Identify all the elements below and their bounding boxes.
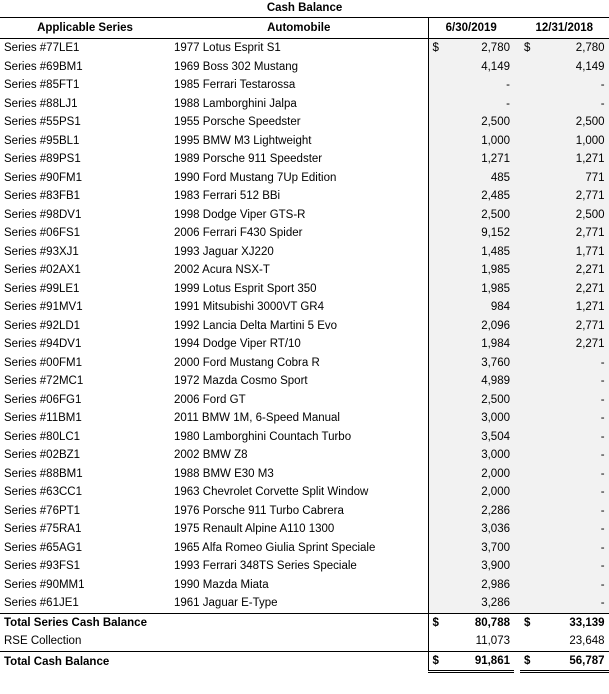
table-row bbox=[0, 113, 609, 132]
value-cell-1: 1,271 bbox=[442, 150, 514, 169]
value-cell-1: 2,780 bbox=[442, 39, 514, 58]
series-cell: Series #69BM1 bbox=[4, 60, 83, 73]
table-row bbox=[0, 317, 609, 336]
value-cell-1: 1,985 bbox=[442, 280, 514, 299]
currency-cell-1 bbox=[428, 576, 442, 595]
value-cell-1: 2,485 bbox=[442, 187, 514, 206]
currency-cell-1 bbox=[428, 261, 442, 280]
currency-cell-1 bbox=[428, 187, 442, 206]
header-automobile: Automobile bbox=[170, 18, 428, 39]
automobile-cell: 1976 Porsche 911 Turbo Cabrera bbox=[174, 504, 344, 517]
table-row bbox=[0, 520, 609, 539]
value-cell-1: 4,149 bbox=[442, 58, 514, 77]
value-cell-1: 3,504 bbox=[442, 428, 514, 447]
value-cell-2: 4,149 bbox=[534, 58, 609, 77]
value-cell-1: 3,000 bbox=[442, 446, 514, 465]
currency-cell-2 bbox=[520, 576, 534, 595]
value-cell-1: 9,152 bbox=[442, 224, 514, 243]
automobile-cell: 1999 Lotus Esprit Sport 350 bbox=[174, 282, 317, 295]
value-cell-2: - bbox=[534, 520, 609, 539]
currency-cell-2 bbox=[520, 335, 534, 354]
series-cell: Series #88BM1 bbox=[4, 467, 83, 480]
series-cell: Series #90MM1 bbox=[4, 578, 85, 591]
value-cell-1: 2,986 bbox=[442, 576, 514, 595]
value-cell-2: - bbox=[534, 576, 609, 595]
value-cell-1: 3,036 bbox=[442, 520, 514, 539]
currency-cell-1 bbox=[428, 298, 442, 317]
currency-cell-2 bbox=[520, 76, 534, 95]
value-cell-2: 2,500 bbox=[534, 206, 609, 225]
value-cell-1: 3,000 bbox=[442, 409, 514, 428]
automobile-cell: 1990 Ford Mustang 7Up Edition bbox=[174, 171, 337, 184]
currency-cell-1 bbox=[428, 539, 442, 558]
table-row bbox=[0, 58, 609, 77]
currency-cell-1 bbox=[428, 58, 442, 77]
series-cell: Series #99LE1 bbox=[4, 282, 80, 295]
automobile-cell: 1963 Chevrolet Corvette Split Window bbox=[174, 486, 369, 499]
header-date-2: 12/31/2018 bbox=[520, 18, 609, 39]
table-row bbox=[0, 261, 609, 280]
series-cell: Series #92LD1 bbox=[4, 319, 81, 332]
automobile-cell: 1955 Porsche Speedster bbox=[174, 116, 301, 129]
automobile-cell: 1965 Alfa Romeo Giulia Sprint Speciale bbox=[174, 541, 376, 554]
currency-cell-1 bbox=[428, 243, 442, 262]
currency-cell-2 bbox=[520, 243, 534, 262]
value-cell-2: - bbox=[534, 372, 609, 391]
value-cell-1: 2,500 bbox=[442, 206, 514, 225]
currency-cell-2 bbox=[520, 113, 534, 132]
currency-cell-2 bbox=[520, 206, 534, 225]
currency-cell-1 bbox=[428, 520, 442, 539]
table-row bbox=[0, 354, 609, 373]
value-cell-2: - bbox=[534, 539, 609, 558]
value-cell-2: - bbox=[534, 446, 609, 465]
currency-cell-1 bbox=[428, 465, 442, 484]
series-cell: Series #55PS1 bbox=[4, 116, 81, 129]
currency-cell-1 bbox=[428, 317, 442, 336]
series-cell: Series #94DV1 bbox=[4, 338, 82, 351]
value-cell-1: 4,989 bbox=[442, 372, 514, 391]
value-cell-2: 2,771 bbox=[534, 317, 609, 336]
automobile-cell: 1983 Ferrari 512 BBi bbox=[174, 190, 281, 203]
value-cell-2: 1,000 bbox=[534, 132, 609, 151]
header-applicable-series: Applicable Series bbox=[0, 18, 170, 39]
currency-cell-2 bbox=[520, 446, 534, 465]
value-cell-2: - bbox=[534, 391, 609, 410]
automobile-cell: 2006 Ford GT bbox=[174, 393, 246, 406]
value-cell-1: 2,500 bbox=[442, 391, 514, 410]
automobile-cell: 1994 Dodge Viper RT/10 bbox=[174, 338, 301, 351]
table-row bbox=[0, 372, 609, 391]
automobile-cell: 1998 Dodge Viper GTS-R bbox=[174, 208, 306, 221]
table-row bbox=[0, 169, 609, 188]
series-cell: Series #02BZ1 bbox=[4, 449, 81, 462]
series-cell: Series #89PS1 bbox=[4, 153, 81, 166]
value-cell-2: - bbox=[534, 483, 609, 502]
total-cash-value-2: 56,787 bbox=[534, 651, 609, 672]
table-row bbox=[0, 224, 609, 243]
value-cell-2: 1,271 bbox=[534, 150, 609, 169]
series-cell: Series #06FG1 bbox=[4, 393, 82, 406]
value-cell-2: 1,271 bbox=[534, 298, 609, 317]
table-row bbox=[0, 409, 609, 428]
value-cell-2: - bbox=[534, 428, 609, 447]
table-row bbox=[0, 187, 609, 206]
series-cell: Series #83FB1 bbox=[4, 190, 81, 203]
currency-cell-2 bbox=[520, 58, 534, 77]
series-cell: Series #63CC1 bbox=[4, 486, 82, 499]
currency-cell-1 bbox=[428, 224, 442, 243]
automobile-cell: 1985 Ferrari Testarossa bbox=[174, 79, 296, 92]
currency-cell-1 bbox=[428, 113, 442, 132]
currency-cell-2 bbox=[520, 372, 534, 391]
value-cell-2: 2,271 bbox=[534, 261, 609, 280]
automobile-cell: 1993 Ferrari 348TS Series Speciale bbox=[174, 560, 357, 573]
automobile-cell: 1975 Renault Alpine A110 1300 bbox=[174, 523, 335, 536]
series-cell: Series #00FM1 bbox=[4, 356, 82, 369]
series-cell: Series #91MV1 bbox=[4, 301, 83, 314]
value-cell-2: 1,771 bbox=[534, 243, 609, 262]
value-cell-2: - bbox=[534, 409, 609, 428]
table-row bbox=[0, 95, 609, 114]
value-cell-2: 771 bbox=[534, 169, 609, 188]
table-row bbox=[0, 539, 609, 558]
currency-cell-2 bbox=[520, 298, 534, 317]
series-cell: Series #90FM1 bbox=[4, 171, 82, 184]
currency-cell-2 bbox=[520, 317, 534, 336]
value-cell-1: 1,485 bbox=[442, 243, 514, 262]
table-row bbox=[0, 39, 609, 58]
value-cell-1: 2,000 bbox=[442, 483, 514, 502]
value-cell-1: - bbox=[442, 76, 514, 95]
table-body bbox=[0, 39, 609, 614]
value-cell-1: 2,000 bbox=[442, 465, 514, 484]
table-row bbox=[0, 132, 609, 151]
total-cash-currency-1: $ bbox=[428, 651, 442, 672]
currency-cell-1 bbox=[428, 446, 442, 465]
total-cash-currency-2: $ bbox=[520, 651, 534, 672]
value-cell-2: - bbox=[534, 502, 609, 521]
currency-cell-2 bbox=[520, 409, 534, 428]
series-cell: Series #80LC1 bbox=[4, 430, 81, 443]
table-row bbox=[0, 391, 609, 410]
rse-value-1: 11,073 bbox=[475, 635, 510, 648]
value-cell-1: 3,760 bbox=[442, 354, 514, 373]
table-row bbox=[0, 428, 609, 447]
value-cell-2: 2,271 bbox=[534, 335, 609, 354]
table-row bbox=[0, 483, 609, 502]
value-cell-2: - bbox=[534, 76, 609, 95]
currency-cell-2 bbox=[520, 354, 534, 373]
series-cell: Series #65AG1 bbox=[4, 541, 82, 554]
currency-cell-1 bbox=[428, 150, 442, 169]
table-row bbox=[0, 76, 609, 95]
automobile-cell: 2006 Ferrari F430 Spider bbox=[174, 227, 303, 240]
currency-cell-2 bbox=[520, 594, 534, 613]
currency-cell-2 bbox=[520, 557, 534, 576]
rse-currency-1 bbox=[428, 632, 442, 651]
value-cell-2: - bbox=[534, 354, 609, 373]
currency-cell-2 bbox=[520, 95, 534, 114]
currency-cell-1 bbox=[428, 132, 442, 151]
currency-cell-1 bbox=[428, 335, 442, 354]
automobile-cell: 1961 Jaguar E-Type bbox=[174, 597, 278, 610]
automobile-cell: 1991 Mitsubishi 3000VT GR4 bbox=[174, 301, 325, 314]
automobile-cell: 1989 Porsche 911 Speedster bbox=[174, 153, 323, 166]
currency-cell-1 bbox=[428, 372, 442, 391]
total-cash-value-1: 91,861 bbox=[442, 651, 514, 672]
value-cell-1: 984 bbox=[442, 298, 514, 317]
series-cell: Series #02AX1 bbox=[4, 264, 81, 277]
total-series-currency-1: $ bbox=[428, 613, 442, 632]
table-row bbox=[0, 446, 609, 465]
automobile-cell: 1990 Mazda Miata bbox=[174, 578, 269, 591]
currency-cell-2 bbox=[520, 539, 534, 558]
automobile-cell: 1977 Lotus Esprit S1 bbox=[174, 42, 281, 55]
series-cell: Series #61JE1 bbox=[4, 597, 79, 610]
table-row bbox=[0, 298, 609, 317]
currency-cell-1 bbox=[428, 95, 442, 114]
automobile-cell: 2011 BMW 1M, 6-Speed Manual bbox=[174, 412, 340, 425]
value-cell-2: - bbox=[534, 594, 609, 613]
currency-cell-1 bbox=[428, 557, 442, 576]
table-row bbox=[0, 576, 609, 595]
automobile-cell: 1988 BMW E30 M3 bbox=[174, 467, 274, 480]
currency-cell-2 bbox=[520, 224, 534, 243]
currency-cell-2 bbox=[520, 502, 534, 521]
value-cell-1: 2,286 bbox=[442, 502, 514, 521]
value-cell-2: - bbox=[534, 557, 609, 576]
currency-cell-2 bbox=[520, 465, 534, 484]
series-cell: Series #93FS1 bbox=[4, 560, 81, 573]
value-cell-2: 2,771 bbox=[534, 224, 609, 243]
header-date-1: 6/30/2019 bbox=[428, 18, 514, 39]
table-row bbox=[0, 243, 609, 262]
table-row bbox=[0, 557, 609, 576]
value-cell-2: 2,271 bbox=[534, 280, 609, 299]
series-cell: Series #85FT1 bbox=[4, 79, 80, 92]
currency-cell-1 bbox=[428, 169, 442, 188]
value-cell-2: 2,500 bbox=[534, 113, 609, 132]
currency-cell-2: $ bbox=[520, 39, 534, 58]
currency-cell-1 bbox=[428, 391, 442, 410]
currency-cell-2 bbox=[520, 261, 534, 280]
currency-cell-1 bbox=[428, 280, 442, 299]
value-cell-1: 3,286 bbox=[442, 594, 514, 613]
automobile-cell: 2002 Acura NSX-T bbox=[174, 264, 270, 277]
currency-cell-2 bbox=[520, 150, 534, 169]
value-cell-1: 485 bbox=[442, 169, 514, 188]
table-row bbox=[0, 502, 609, 521]
currency-cell-1 bbox=[428, 502, 442, 521]
table-row bbox=[0, 594, 609, 613]
automobile-cell: 1972 Mazda Cosmo Sport bbox=[174, 375, 308, 388]
value-cell-1: 1,984 bbox=[442, 335, 514, 354]
value-cell-2: - bbox=[534, 95, 609, 114]
value-cell-1: 1,000 bbox=[442, 132, 514, 151]
total-series-currency-2: $ bbox=[520, 613, 534, 632]
series-cell: Series #06FS1 bbox=[4, 227, 81, 240]
value-cell-1: 3,900 bbox=[442, 557, 514, 576]
currency-cell-1 bbox=[428, 409, 442, 428]
currency-cell-1 bbox=[428, 594, 442, 613]
currency-cell-1 bbox=[428, 354, 442, 373]
total-series-value-2: 33,139 bbox=[534, 613, 609, 632]
rse-currency-2 bbox=[520, 632, 534, 651]
total-cash-label: Total Cash Balance bbox=[0, 651, 428, 672]
automobile-cell: 1995 BMW M3 Lightweight bbox=[174, 134, 312, 147]
rse-value-2: 23,648 bbox=[534, 632, 609, 651]
table-row bbox=[0, 335, 609, 354]
series-cell: Series #76PT1 bbox=[4, 504, 81, 517]
automobile-cell: 1980 Lamborghini Countach Turbo bbox=[174, 430, 352, 443]
automobile-cell: 1992 Lancia Delta Martini 5 Evo bbox=[174, 319, 338, 332]
total-series-label: Total Series Cash Balance bbox=[0, 613, 428, 632]
series-cell: Series #98DV1 bbox=[4, 208, 82, 221]
automobile-cell: 2002 BMW Z8 bbox=[174, 449, 248, 462]
value-cell-1: - bbox=[442, 95, 514, 114]
series-cell: Series #75RA1 bbox=[4, 523, 82, 536]
value-cell-1: 3,700 bbox=[442, 539, 514, 558]
currency-cell-1 bbox=[428, 428, 442, 447]
value-cell-2: - bbox=[534, 465, 609, 484]
value-cell-2: 2,771 bbox=[534, 187, 609, 206]
currency-cell-1 bbox=[428, 76, 442, 95]
series-cell: Series #95BL1 bbox=[4, 134, 80, 147]
currency-cell-2 bbox=[520, 187, 534, 206]
currency-cell-2 bbox=[520, 483, 534, 502]
table-row bbox=[0, 206, 609, 225]
automobile-cell: 2000 Ford Mustang Cobra R bbox=[174, 356, 320, 369]
currency-cell-1: $ bbox=[428, 39, 442, 58]
table-title: Cash Balance bbox=[0, 0, 609, 18]
value-cell-1: 1,985 bbox=[442, 261, 514, 280]
currency-cell-2 bbox=[520, 280, 534, 299]
currency-cell-1 bbox=[428, 483, 442, 502]
currency-cell-2 bbox=[520, 132, 534, 151]
table-row bbox=[0, 465, 609, 484]
series-cell: Series #77LE1 bbox=[4, 42, 80, 55]
table-row bbox=[0, 150, 609, 169]
automobile-cell: 1993 Jaguar XJ220 bbox=[174, 245, 274, 258]
currency-cell-2 bbox=[520, 391, 534, 410]
currency-cell-2 bbox=[520, 428, 534, 447]
series-cell: Series #88LJ1 bbox=[4, 97, 78, 110]
currency-cell-1 bbox=[428, 206, 442, 225]
value-cell-1: 2,500 bbox=[442, 113, 514, 132]
value-cell-2: 2,780 bbox=[534, 39, 609, 58]
total-series-value-1: 80,788 bbox=[442, 613, 514, 632]
currency-cell-2 bbox=[520, 169, 534, 188]
series-cell: Series #93XJ1 bbox=[4, 245, 79, 258]
automobile-cell: 1988 Lamborghini Jalpa bbox=[174, 97, 297, 110]
value-cell-1: 2,096 bbox=[442, 317, 514, 336]
automobile-cell: 1969 Boss 302 Mustang bbox=[174, 60, 299, 73]
series-cell: Series #11BM1 bbox=[4, 412, 82, 425]
currency-cell-2 bbox=[520, 520, 534, 539]
table-row bbox=[0, 280, 609, 299]
rse-collection-label: RSE Collection bbox=[4, 635, 82, 648]
series-cell: Series #72MC1 bbox=[4, 375, 84, 388]
